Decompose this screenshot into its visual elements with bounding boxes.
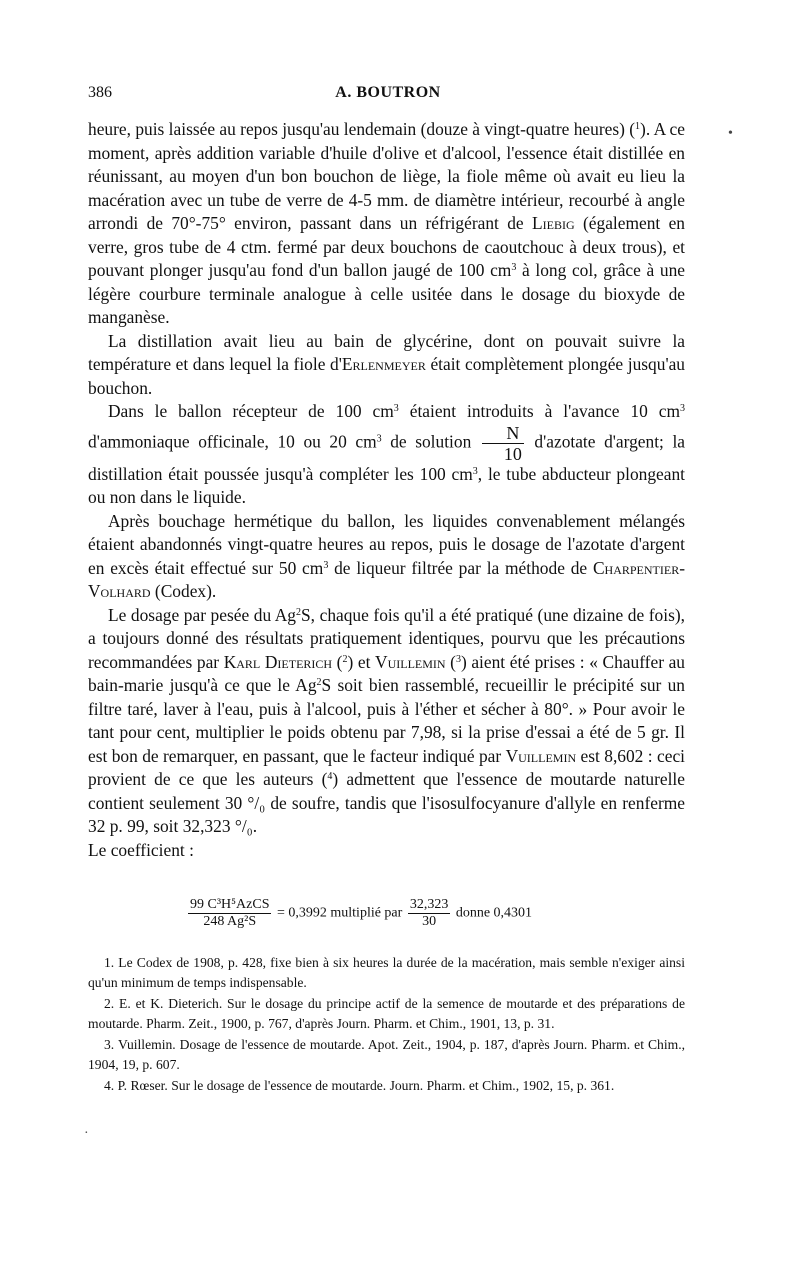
footnote-3: 3. Vuillemin. Dosage de l'essence de moutarde. Apot. Zeit., 1904, p. 187, d'après Journ. Pharm. et Chim., 1904, 19, p. 607. bbox=[88, 1037, 685, 1072]
paragraph-1: heure, puis laissée au repos jusqu'au lendemain (douze à vingt-quatre heures) ($^1$). A ce moment, après addition variable d'huile d'olive et d'alcool, l'essence était distillée en réunissant, au moyen d'un bon bouchon de liège, la fiole même où avait eu lieu la macération avec un tube de verre de 4-5 mm. de diamètre intérieur, recourbé à angle arrondi de 70°-75° environ, passant dans un réfrigérant de Liebig (également en verre, gros tube de 4 ctm. fermé par deux bouchons de caoutchouc à deux trous), et pouvant plonger jusqu'au fond d'un ballon jaugé de 100 $cm^3$ à long col, grâce à une légère courbure terminale analogue à celle usitée dans le dosage du bioxyde de manganèse. bbox=[88, 119, 686, 327]
footnote-4: 4. P. Rœser. Sur le dosage de l'essence de moutarde. Journ. Pharm. et Chim., 1902, 15, p. 361. bbox=[104, 1078, 615, 1093]
coefficient-formula bbox=[186, 898, 626, 938]
margin-dot: · bbox=[84, 1126, 89, 1141]
normality-fraction: $\frac{N}{10}$ bbox=[482, 424, 524, 463]
paragraph-3: Dans le ballon récepteur de 100 $cm^3$ étaient introduits à l'avance 10 $cm^3$ d'ammoniaque officinale, 10 ou 20 $cm^3$ de solution $\frac{N}{10}$ d'azotate d'argent; la distillation était poussée jusqu'à compléter les 100 $cm^3$, le tube abducteur plongeant ou non dans le liquide. bbox=[88, 401, 685, 507]
footnote-1: 1. Le Codex de 1908, p. 428, fixe bien à six heures la durée de la macération, mais semble n'exiger ainsi qu'un minimum de temps indispensable. bbox=[88, 955, 685, 990]
paragraph-2: La distillation avait lieu au bain de glycérine, dont on pouvait suivre la température et dans lequel la fiole d'Erlenmeyer était complètement plongée jusqu'au bouchon. bbox=[88, 330, 685, 398]
footnote-2: 2. E. et K. Dieterich. Sur le dosage du principe actif de la semence de moutarde et des préparations de moutarde. Pharm. Zeit., 1900, p. 767, d'après Journ. Pharm. et Chim., 1901, 13, p. 31. bbox=[88, 996, 685, 1031]
body-text bbox=[88, 118, 685, 862]
footnotes bbox=[88, 953, 685, 1096]
paragraph-4: Après bouchage hermétique du ballon, les liquides convenablement mélangés étaient abandonnés vingt-quatre heures au repos, puis le dosage de l'azotate d'argent en excès était effectué sur 50 $cm^3$ de liqueur filtrée par la méthode de Charpentier-Volhard (Codex). bbox=[88, 510, 685, 601]
page-header bbox=[88, 84, 688, 108]
paragraph-6: Le coefficient : bbox=[88, 839, 194, 860]
formula-middle: = 0,3992 multiplié par bbox=[276, 905, 403, 921]
paragraph-5: Le dosage par pesée du Ag$^2$S, chaque fois qu'il a été pratiqué (une dizaine de fois), a toujours donné des résultats pratiquement identiques, pourvu que les précautions recommandées par Karl Dieterich ($^2$) et Vuillemin ($^3$) aient été prises : « Chauffer au bain-marie jusqu'à ce que le Ag$^2$S soit bien rassemblé, recueillir le précipité sur un filtre taré, laver à l'eau, puis à l'alcool, puis à l'éther et sécher à 80°. » Pour avoir le tant pour cent, multiplier le poids obtenu par 7,98, si la prise d'essai a été de 5 gr. Il est bon de remarquer, en passant, que le facteur indiqué par Vuillemin est 8,602 : ceci provient de ce que les auteurs ($^4$) admettent que l'essence de moutarde naturelle contient seulement 30 °/₀ de soufre, tandis que l'isosulfocyanure d'allyle en renferme 32 p. 99, soit 32,323 °/₀. bbox=[88, 604, 685, 836]
formula-fraction-1: $\frac{\text{99 C³H⁵AzCS}}{\text{248 Ag²S}}$ bbox=[190, 897, 270, 929]
margin-dot: • bbox=[728, 126, 733, 141]
formula-fraction-2: $\frac{32,323}{30}$ bbox=[409, 897, 449, 929]
page-number: 386 bbox=[88, 84, 112, 101]
formula-result: donne 0,4301 bbox=[455, 905, 533, 921]
running-head: A. BOUTRON bbox=[335, 84, 441, 101]
